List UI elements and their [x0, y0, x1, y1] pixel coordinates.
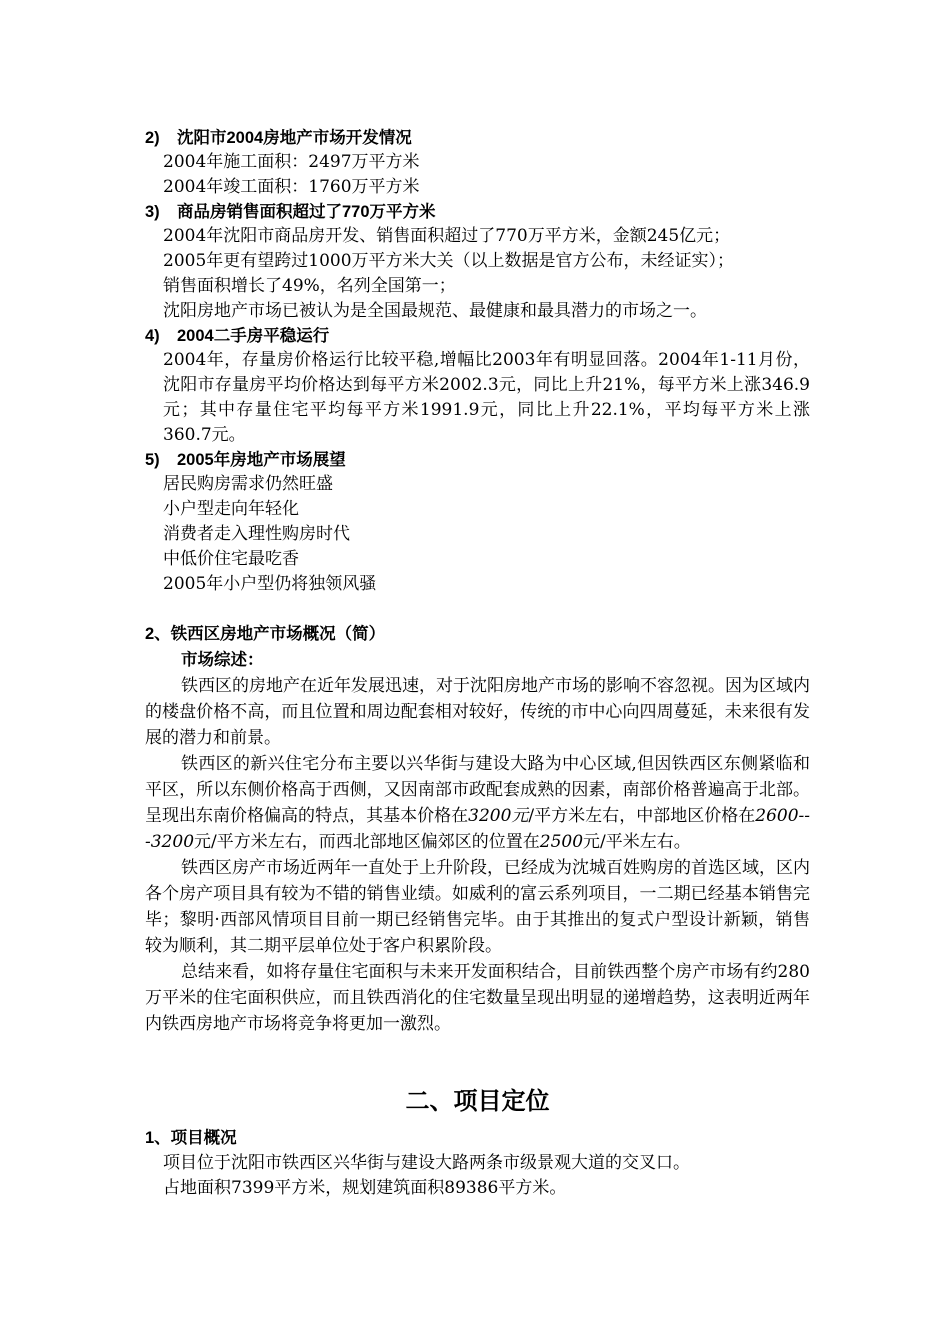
text-line: 2005年小户型仍将独领风骚 — [163, 574, 377, 594]
section-number: 3) — [145, 203, 160, 221]
section-heading-sales-area — [145, 200, 810, 224]
section-heading-second-hand — [145, 324, 810, 348]
section-number: 5) — [145, 451, 160, 469]
section-heading-2005-outlook — [145, 448, 810, 472]
text-line: 居民购房需求仍然旺盛 — [163, 474, 333, 494]
subheading-market-summary: 市场综述： — [181, 651, 264, 669]
price-east: 3200元 — [468, 806, 529, 826]
heading-project-overview: 1、项目概况 — [145, 1129, 237, 1147]
section-title: 沈阳市2004房地产市场开发情况 — [177, 129, 412, 147]
text-run: 元/平方米左右，而西北部地区偏郊区的位置在 — [194, 832, 540, 852]
section-title: 2004二手房平稳运行 — [177, 327, 330, 345]
text-line: 2004年施工面积：2497万平方米 — [163, 152, 420, 172]
paragraph: 铁西区房产市场近两年一直处于上升阶段，已经成为沈城百姓购房的首选区域，区内各个房产项目具有较为不错的销售业绩。如威利的富云系列项目，一二期已经基本销售完毕；黎明·西部风情项目目前一期已经销售完毕。由于其推出的复式户型设计新颖，销售较为顺利，其二期平层单位处于客户积累阶段。 — [145, 858, 810, 956]
text-line: 销售面积增长了49%，名列全国第一； — [163, 276, 456, 296]
section-heading-2004-development — [145, 126, 810, 150]
paragraph: 铁西区的房地产在近年发展迅速，对于沈阳房地产市场的影响不容忽视。因为区域内的楼盘价格不高，而且位置和周边配套相对较好，传统的市中心向四周蔓延，未来很有发展的潜力和前景。 — [145, 676, 810, 748]
text-line: 2004年沈阳市商品房开发、销售面积超过了770万平方米，金额245亿元； — [163, 226, 731, 246]
heading-tiexi-market: 2、铁西区房地产市场概况（简） — [145, 625, 386, 643]
text-run: 铁西区的新兴住宅分布主要以兴华街与建设大路为中心区域,但因铁西区东侧紧临和平区，所以东侧价格高于西侧，又因南部市政配套成熟的因素，南部价格普遍高于北部。呈现出东南价格偏高的特点，其基本价格在 — [145, 754, 810, 826]
section-title: 2005年房地产市场展望 — [177, 451, 346, 469]
text-run: 元/平米左右。 — [583, 832, 691, 852]
text-line: 中低价住宅最吃香 — [163, 549, 299, 569]
text-line: 小户型走向年轻化 — [163, 499, 299, 519]
text-line: 2004年竣工面积：1760万平方米 — [163, 177, 420, 197]
text-run: /平方米左右，中部地区价格在 — [528, 806, 756, 826]
text-line: 2005年更有望跨过1000万平方米大关（以上数据是官方公布，未经证实）； — [163, 251, 735, 271]
section-number: 2) — [145, 129, 160, 147]
document-body — [145, 126, 810, 1201]
paragraph: 2004年，存量房价格运行比较平稳,增幅比2003年有明显回落。2004年1-11月份，沈阳市存量房平均价格达到每平方米2002.3元，同比上升21%，每平方米上涨346.9元；其中存量住宅平均每平方米1991.9元，同比上升22.1%，平均每平方米上涨360.7元。 — [163, 350, 810, 445]
price-northwest: 2500 — [539, 832, 584, 852]
paragraph: 总结来看，如将存量住宅面积与未来开发面积结合，目前铁西整个房产市场有约280万平米的住宅面积供应，而且铁西消化的住宅数量呈现出明显的递增趋势，这表明近两年内铁西房地产市场将竞争将更加一激烈。 — [145, 962, 810, 1034]
price-central: 2600---3200 — [145, 806, 811, 852]
section-title: 商品房销售面积超过了770万平方米 — [177, 203, 436, 221]
text-line: 消费者走入理性购房时代 — [163, 524, 350, 544]
section-number: 4) — [145, 327, 160, 345]
paragraph-prices — [145, 751, 810, 855]
text-line: 占地面积7399平方米，规划建筑面积89386平方米。 — [163, 1178, 567, 1198]
blank-line — [145, 597, 810, 621]
text-line: 沈阳房地产市场已被认为是全国最规范、最健康和最具潜力的市场之一。 — [163, 301, 707, 321]
chapter-title: 二、项目定位 — [405, 1087, 550, 1115]
text-line: 项目位于沈阳市铁西区兴华街与建设大路两条市级景观大道的交叉口。 — [163, 1153, 690, 1173]
